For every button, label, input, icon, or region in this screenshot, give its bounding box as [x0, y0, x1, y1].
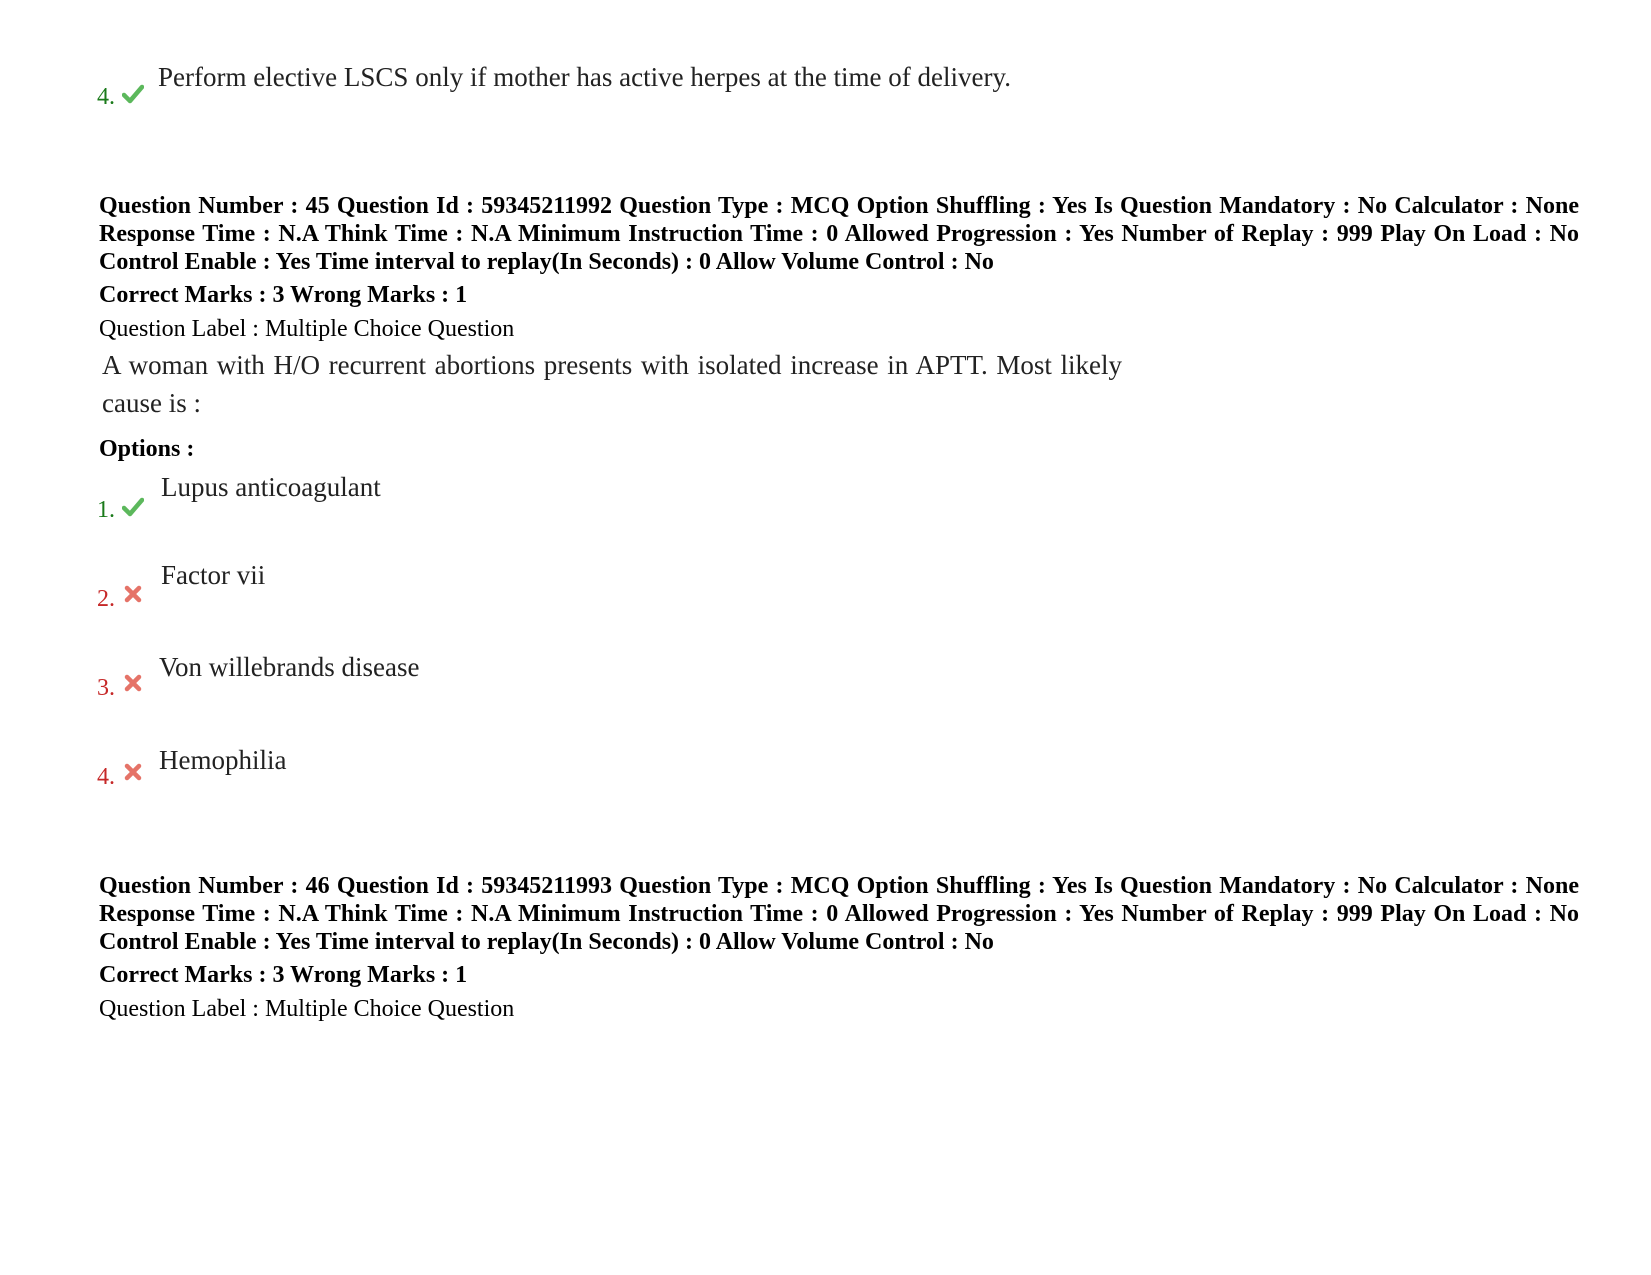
- option-text: Factor vii: [161, 560, 266, 590]
- option-number: 4.: [97, 764, 115, 790]
- options-heading: Options :: [99, 436, 195, 462]
- option-text: Hemophilia: [159, 745, 287, 775]
- question-metadata: Question Number : 45 Question Id : 59345211992 Question Type : MCQ Option Shuffling : Yes Is Question Mandatory : No Calculator : None Response Time : N.A Think Time : N.A Minimum Instruction Time : 0 Allowed Progression : Yes Number of Replay : 999 Play On Load : No Control Enable : Yes Time interval to replay(In Seconds) : 0 Allow Volume Control : No: [99, 193, 1579, 275]
- option-text: Perform elective LSCS only if mother has active herpes at the time of delivery.: [158, 62, 1011, 92]
- cross-icon: [124, 585, 142, 603]
- option-text: Von willebrands disease: [159, 652, 420, 682]
- question-label: Question Label : Multiple Choice Question: [99, 996, 515, 1022]
- question-label: Question Label : Multiple Choice Question: [99, 316, 515, 342]
- question-marks: Correct Marks : 3 Wrong Marks : 1: [99, 282, 468, 308]
- question-marks: Correct Marks : 3 Wrong Marks : 1: [99, 962, 468, 988]
- check-icon: [122, 496, 144, 518]
- option-number: 4.: [97, 84, 115, 110]
- check-icon: [122, 83, 144, 105]
- option-number: 1.: [97, 497, 115, 523]
- option-text: Lupus anticoagulant: [161, 472, 381, 502]
- option-number: 3.: [97, 675, 115, 701]
- question-text: A woman with H/O recurrent abortions presents with isolated increase in APTT. Most likely cause is :: [102, 350, 1122, 418]
- cross-icon: [124, 674, 142, 692]
- question-metadata: Question Number : 46 Question Id : 59345211993 Question Type : MCQ Option Shuffling : Yes Is Question Mandatory : No Calculator : None Response Time : N.A Think Time : N.A Minimum Instruction Time : 0 Allowed Progression : Yes Number of Replay : 999 Play On Load : No Control Enable : Yes Time interval to replay(In Seconds) : 0 Allow Volume Control : No: [99, 873, 1579, 955]
- option-number: 2.: [97, 586, 115, 612]
- cross-icon: [124, 763, 142, 781]
